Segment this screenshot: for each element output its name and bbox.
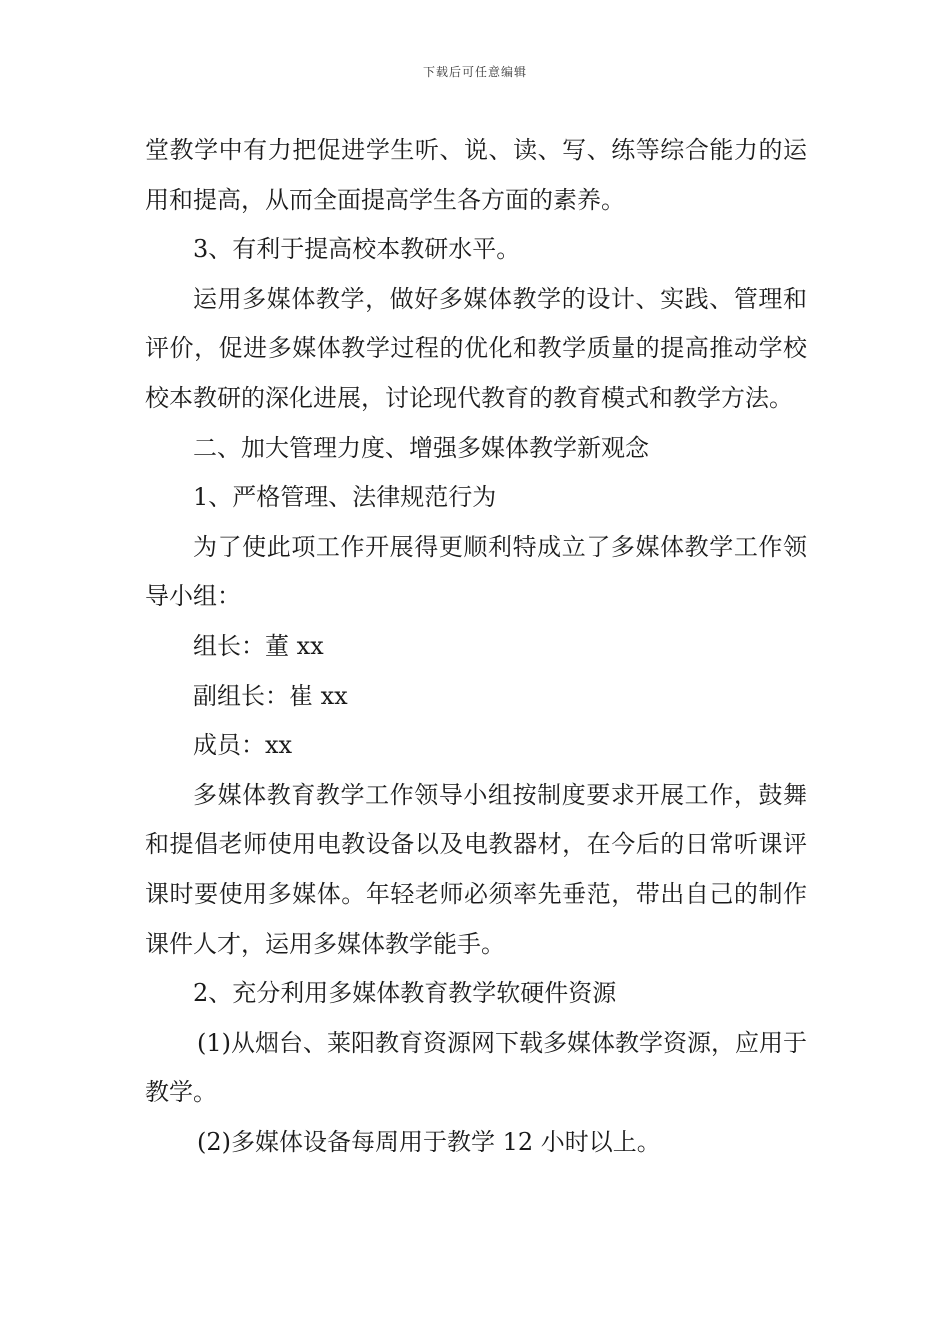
paragraph-leadership-group: 为了使此项工作开展得更顺利特成立了多媒体教学工作领导小组：: [145, 532, 807, 611]
document-body: [145, 126, 807, 1167]
list-item-1: (1)从烟台、莱阳教育资源网下载多媒体教学资源，应用于教学。: [145, 1028, 807, 1107]
group-leader: 组长：董 xx: [193, 631, 324, 660]
subheading-1: 1、严格管理、法律规范行为: [193, 483, 497, 512]
subheading-3: 3、有利于提高校本教研水平。: [193, 235, 521, 264]
deputy-leader: 副组长：崔 xx: [193, 681, 348, 710]
list-item-2: (2)多媒体设备每周用于教学 12 小时以上。: [197, 1127, 661, 1156]
paragraph-group-work: 多媒体教育教学工作领导小组按制度要求开展工作，鼓舞和提倡老师使用电教设备以及电教器材，在今后的日常听课评课时要使用多媒体。年轻老师必须率先垂范，带出自己的制作课件人才，运用多媒体教学能手。: [145, 780, 807, 958]
group-members: 成员：xx: [193, 731, 293, 760]
paragraph-teaching-research: 运用多媒体教学，做好多媒体教学的设计、实践、管理和评价，促进多媒体教学过程的优化和教学质量的提高推动学校校本教研的深化进展，讨论现代教育的教育模式和教学方法。: [145, 284, 807, 412]
paragraph-continuation: 堂教学中有力把促进学生听、说、读、写、练等综合能力的运用和提高，从而全面提高学生各方面的素养。: [145, 136, 807, 214]
section-heading-2: 二、加大管理力度、增强多媒体教学新观念: [193, 433, 649, 462]
page-header: 下载后可任意编辑: [422, 65, 527, 79]
subheading-2: 2、充分利用多媒体教育教学软硬件资源: [193, 979, 617, 1008]
